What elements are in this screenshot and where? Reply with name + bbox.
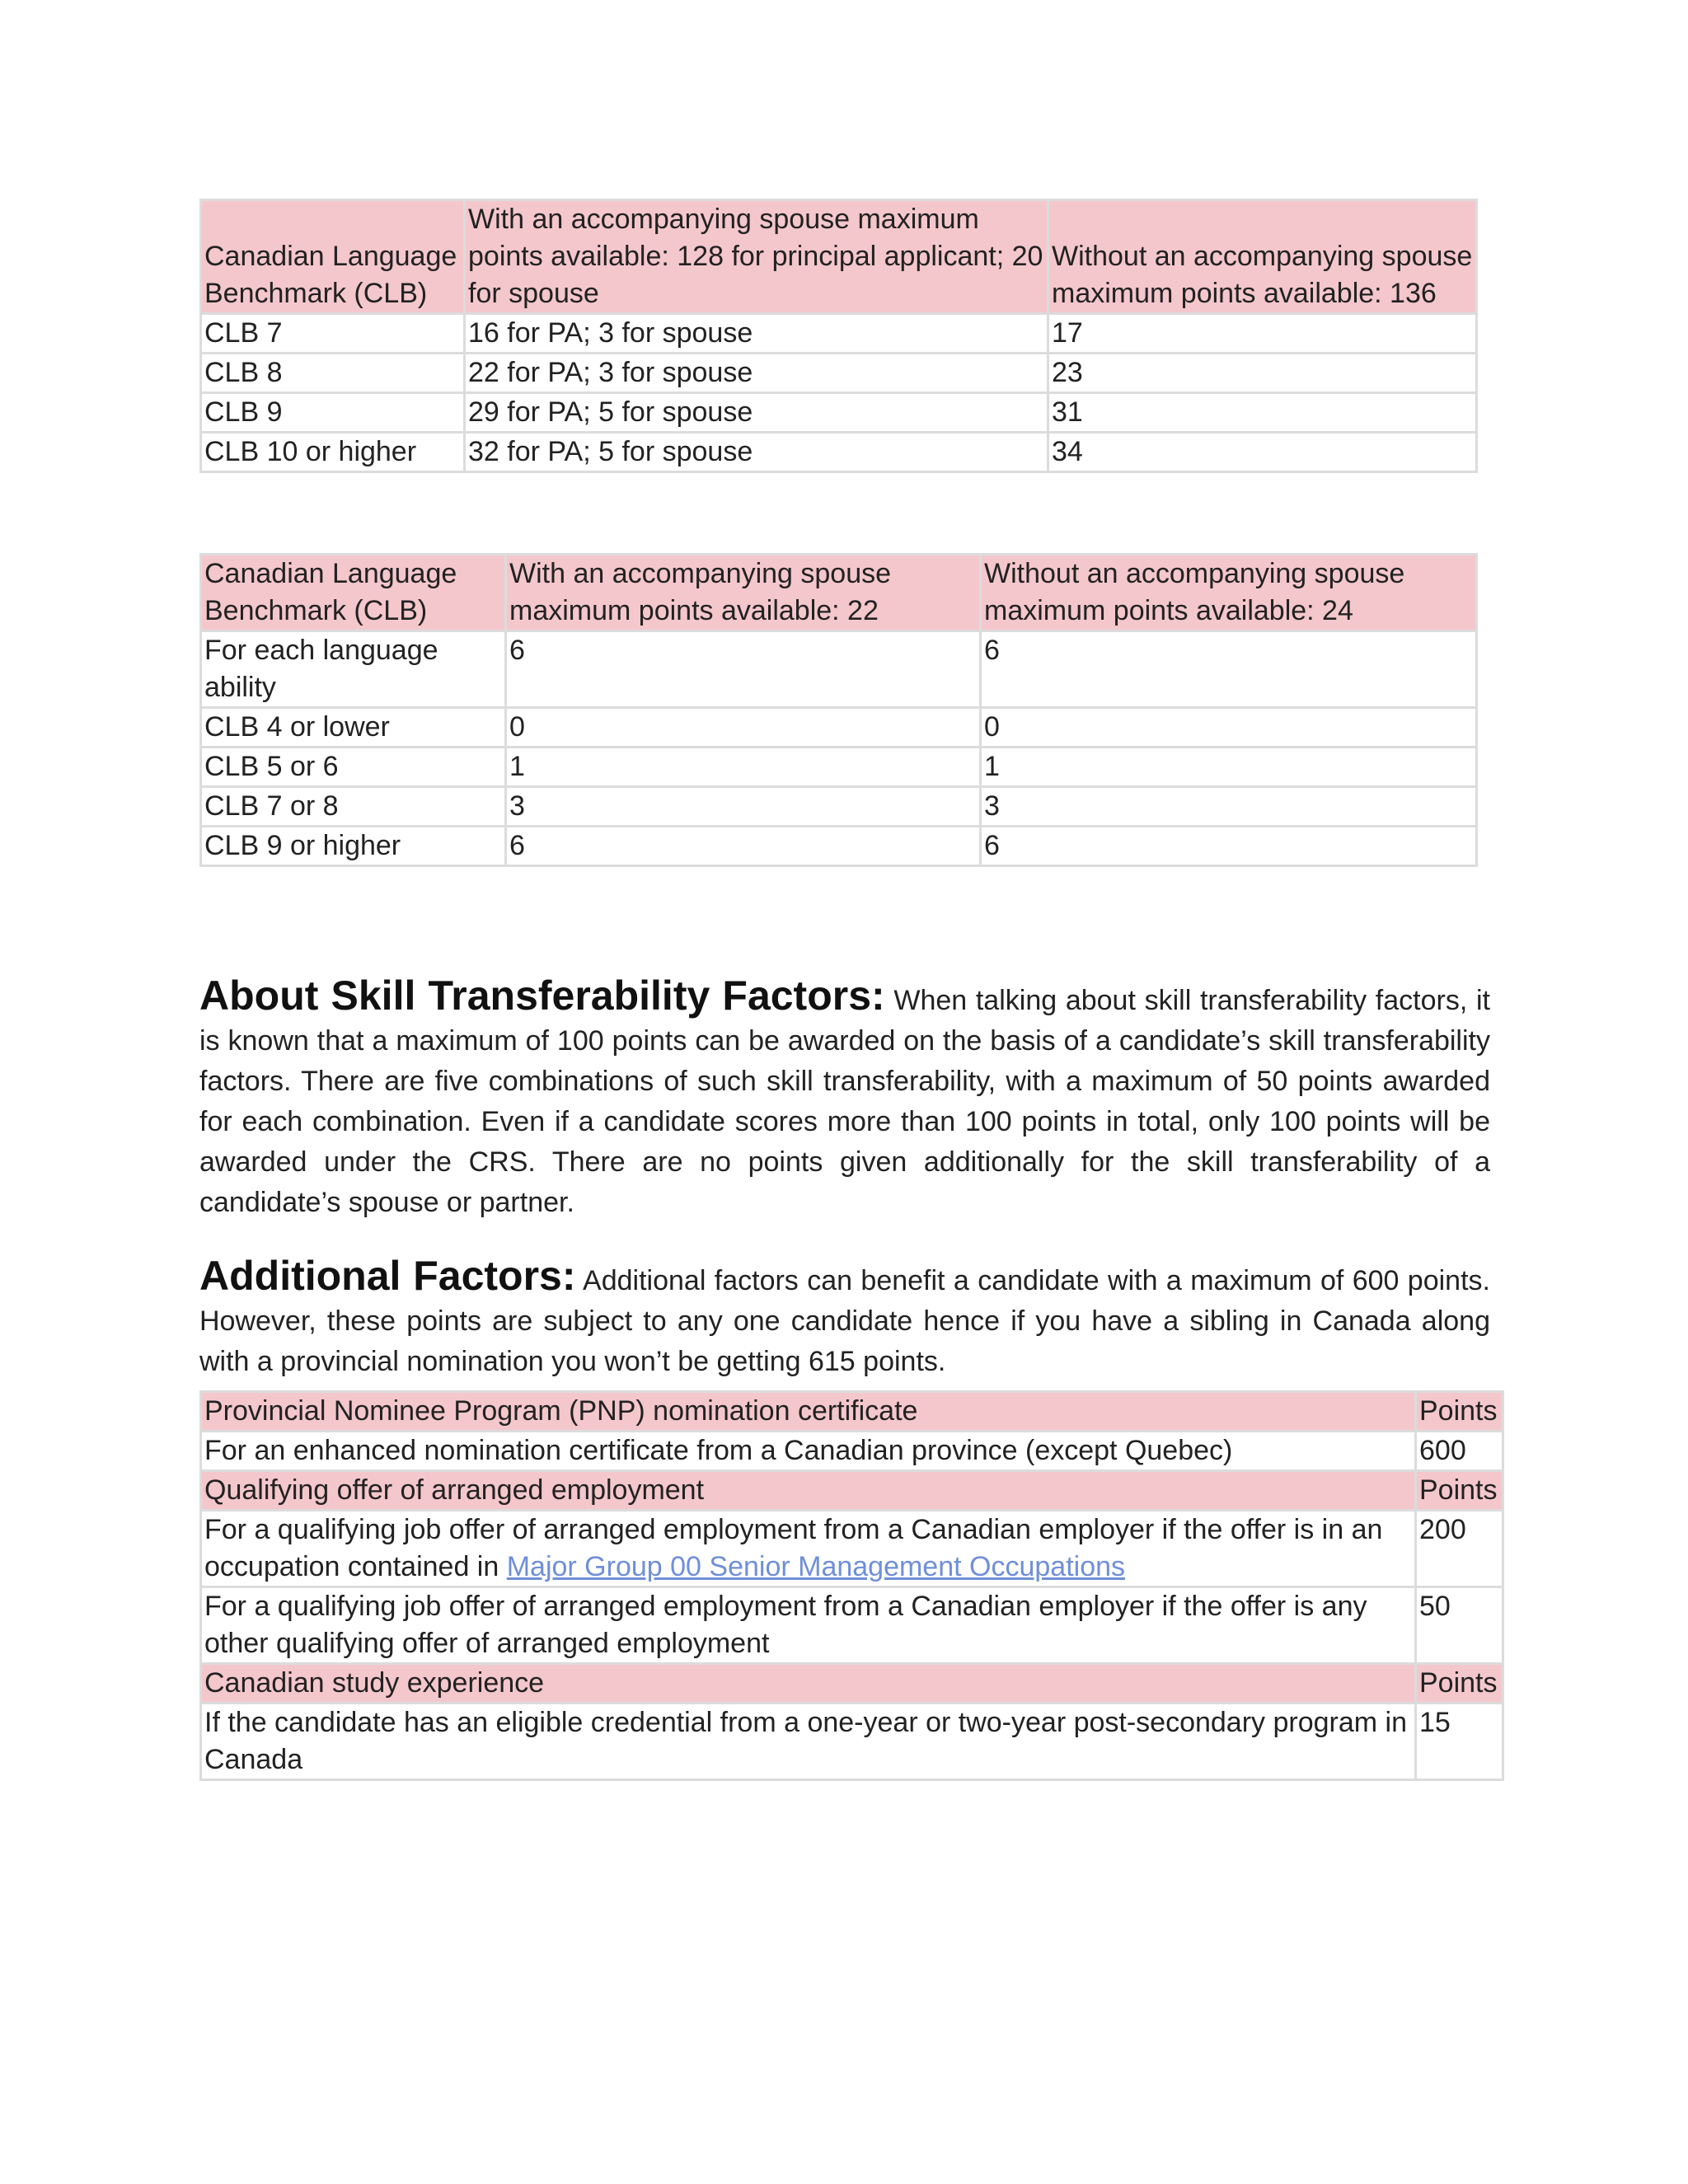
- table-row: [201, 314, 1477, 354]
- cell-without-spouse: 6: [981, 827, 1477, 866]
- table-row: [201, 708, 1477, 748]
- section-header-row: [201, 1664, 1503, 1704]
- cell-without-spouse: 34: [1048, 433, 1477, 472]
- section-header-row: [201, 1471, 1503, 1511]
- table-row: [201, 393, 1477, 433]
- points-header: Points: [1416, 1664, 1503, 1704]
- table-row: [201, 1511, 1503, 1587]
- cell-without-spouse: 1: [981, 748, 1477, 787]
- cell-with-spouse: 0: [506, 708, 981, 748]
- cell-without-spouse: 31: [1048, 393, 1477, 433]
- cell-clb: CLB 9: [201, 393, 465, 433]
- factor-description: For a qualifying job offer of arranged employment from a Canadian employer if the offer is in an occupation contained in: [204, 1514, 1383, 1582]
- second-language-table: [199, 553, 1478, 867]
- cell-without-spouse: 3: [981, 787, 1477, 827]
- header-without-spouse: Without an accompanying spouse maximum points available: 24: [981, 555, 1477, 631]
- header-with-spouse: With an accompanying spouse maximum points available: 22: [506, 555, 981, 631]
- section-title: Qualifying offer of arranged employment: [201, 1471, 1416, 1511]
- additional-factors-text: Additional factors can benefit a candidate with a maximum of 600 points. However, these points are subject to any one candidate hence if you have a sibling in Canada along with a provincial nomination you won’t be getting 615 points.: [199, 1265, 1490, 1377]
- cell-with-spouse: 3: [506, 787, 981, 827]
- factor-description: For an enhanced nomination certificate from a Canadian province (except Quebec): [201, 1432, 1416, 1471]
- cell-with-spouse: 32 for PA; 5 for spouse: [465, 433, 1048, 472]
- cell-without-spouse: 0: [981, 708, 1477, 748]
- cell-without-spouse: 17: [1048, 314, 1477, 354]
- header-without-spouse: Without an accompanying spouse maximum points available: 136: [1048, 200, 1477, 314]
- cell-clb: CLB 4 or lower: [201, 708, 506, 748]
- cell-with-spouse: 16 for PA; 3 for spouse: [465, 314, 1048, 354]
- table-row: [201, 827, 1477, 866]
- factor-points: 50: [1416, 1587, 1503, 1664]
- additional-factors-table: [199, 1390, 1504, 1781]
- cell-without-spouse: 6: [981, 631, 1477, 708]
- cell-clb: CLB 8: [201, 354, 465, 393]
- table-row: [201, 787, 1477, 827]
- factor-description: For a qualifying job offer of arranged employment from a Canadian employer if the offer is any other qualifying offer of arranged employment: [201, 1587, 1416, 1664]
- header-clb: Canadian Language Benchmark (CLB): [201, 200, 465, 314]
- table-row: [201, 1704, 1503, 1780]
- section-header-row: [201, 1392, 1503, 1432]
- clb-points-table: [199, 199, 1478, 473]
- additional-factors-paragraph: [199, 1253, 1490, 1382]
- skill-transferability-text: When talking about skill transferability factors, it is known that a maximum of 100 points can be awarded on the basis of a candidate’s skill transferability factors. There are five combinations of such skill transferability, with a maximum of 50 points awarded for each combination. Even if a candidate scores more than 100 points in total, only 100 points will be awarded under the CRS. There are no points given additionally for the skill transferability of a candidate’s spouse or partner.: [199, 985, 1490, 1218]
- points-header: Points: [1416, 1471, 1503, 1511]
- skill-transferability-heading: About Skill Transferability Factors:: [199, 972, 885, 1019]
- cell-without-spouse: 23: [1048, 354, 1477, 393]
- cell-clb: CLB 9 or higher: [201, 827, 506, 866]
- cell-clb: CLB 5 or 6: [201, 748, 506, 787]
- points-header: Points: [1416, 1392, 1503, 1432]
- section-title: Canadian study experience: [201, 1664, 1416, 1704]
- table-row: [201, 631, 1477, 708]
- factor-points: 600: [1416, 1432, 1503, 1471]
- cell-clb: CLB 7: [201, 314, 465, 354]
- cell-clb: For each language ability: [201, 631, 506, 708]
- cell-with-spouse: 22 for PA; 3 for spouse: [465, 354, 1048, 393]
- table-row: [201, 1432, 1503, 1471]
- cell-with-spouse: 1: [506, 748, 981, 787]
- table-row: [201, 748, 1477, 787]
- cell-with-spouse: 6: [506, 631, 981, 708]
- cell-with-spouse: 6: [506, 827, 981, 866]
- factor-points: 15: [1416, 1704, 1503, 1780]
- cell-clb: CLB 10 or higher: [201, 433, 465, 472]
- additional-factors-heading: Additional Factors:: [199, 1253, 576, 1299]
- cell-with-spouse: 29 for PA; 5 for spouse: [465, 393, 1048, 433]
- header-with-spouse: With an accompanying spouse maximum points available: 128 for principal applicant; 20 for spouse: [465, 200, 1048, 314]
- cell-clb: CLB 7 or 8: [201, 787, 506, 827]
- table-row: [201, 1587, 1503, 1664]
- table-row: [201, 433, 1477, 472]
- table-header-row: [201, 200, 1477, 314]
- table-header-row: [201, 555, 1477, 631]
- section-title: Provincial Nominee Program (PNP) nomination certificate: [201, 1392, 1416, 1432]
- major-group-00-link[interactable]: Major Group 00 Senior Management Occupations: [506, 1551, 1126, 1582]
- skill-transferability-paragraph: [199, 972, 1490, 1223]
- factor-description-cell: [201, 1511, 1416, 1587]
- table-row: [201, 354, 1477, 393]
- factor-description: If the candidate has an eligible credential from a one-year or two-year post-secondary program in Canada: [201, 1704, 1416, 1780]
- header-clb: Canadian Language Benchmark (CLB): [201, 555, 506, 631]
- factor-points: 200: [1416, 1511, 1503, 1587]
